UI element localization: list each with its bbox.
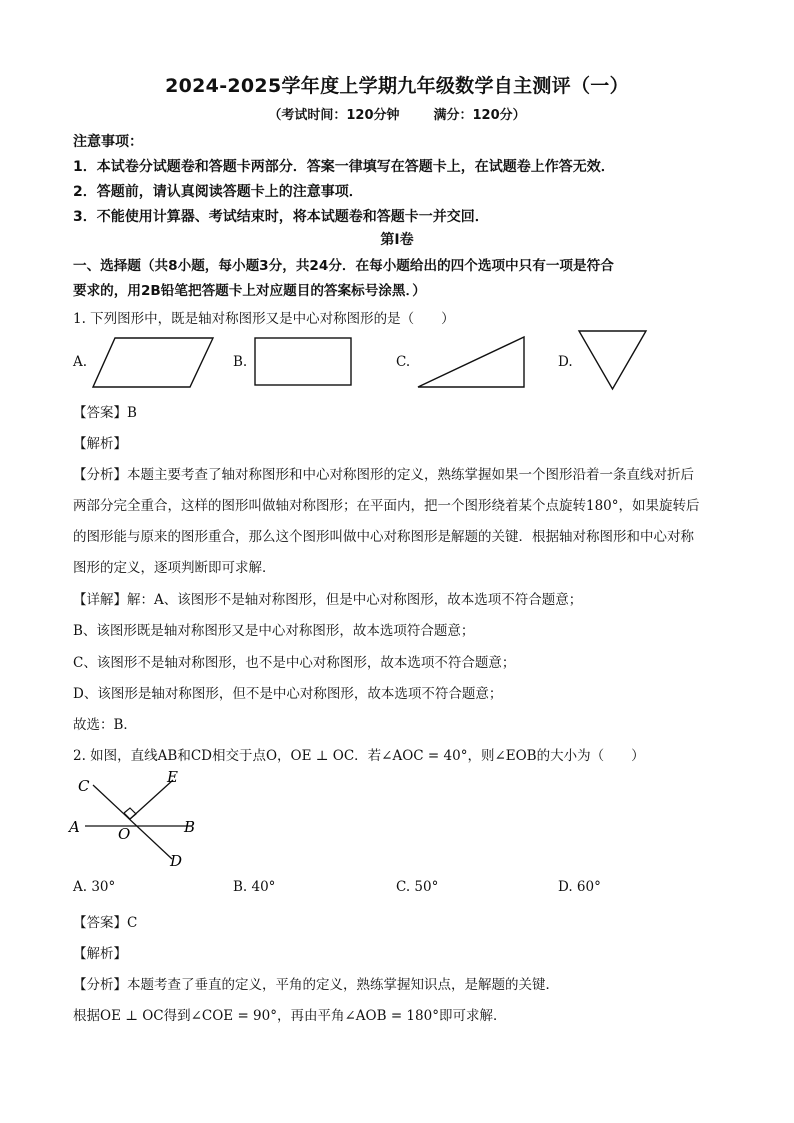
q1-option-a-label: A. <box>73 354 88 370</box>
q1-stem: 1. 下列图形中，既是轴对称图形又是中心对称图形的是（ ） <box>73 311 455 327</box>
q2-option-c: C. 50° <box>396 879 439 895</box>
note-item-1: 1．本试卷分试题卷和答题卡两部分．答案一律填写在答题卡上，在试题卷上作答无效． <box>73 159 615 175</box>
q1-right-triangle-figure <box>415 335 527 389</box>
full-score: 满分：120分） <box>433 108 526 123</box>
q2-analysis-label: 【解析】 <box>73 946 127 962</box>
section-heading-line1: 一、选择题（共8小题，每小题3分，共24分．在每小题给出的四个选项中只有一项是符合 <box>73 258 614 274</box>
q1-analysis-line1: 【分析】本题主要考查了轴对称图形和中心对称图形的定义，熟练掌握如果一个图形沿着一条直线对折后 <box>73 467 694 483</box>
q1-answer: 【答案】B <box>73 405 137 421</box>
note-item-2: 2．答题前，请认真阅读答题卡上的注意事项． <box>73 184 363 200</box>
q1-parallelogram-figure <box>90 337 216 389</box>
q1-detail-line2: B、该图形既是轴对称图形又是中心对称图形，故本选项符合题意； <box>73 623 475 639</box>
inverted-triangle-shape <box>579 331 646 389</box>
q2-option-a: A. 30° <box>73 879 116 895</box>
q2-intersecting-lines-figure <box>66 765 206 873</box>
q1-detail-line1: 【详解】解：A、该图形不是轴对称图形，但是中心对称图形，故本选项不符合题意； <box>73 592 583 608</box>
q1-option-c-label: C. <box>396 354 411 370</box>
q1-rectangle-figure <box>254 337 354 387</box>
label-e: E <box>167 768 178 786</box>
q1-detail-line3: C、该图形不是轴对称图形，也不是中心对称图形，故本选项不符合题意； <box>73 655 516 671</box>
q2-option-b: B. 40° <box>233 879 276 895</box>
volume-label: 第Ⅰ卷 <box>380 232 414 248</box>
right-triangle-shape <box>418 337 524 387</box>
parallelogram-shape <box>93 338 213 387</box>
q1-inverted-triangle-figure <box>577 329 649 392</box>
q1-detail-line5: 故选：B． <box>73 717 137 733</box>
q1-option-b-label: B. <box>233 354 248 370</box>
note-item-3: 3．不能使用计算器、考试结束时，将本试题卷和答题卡一并交回． <box>73 209 489 225</box>
right-angle-mark <box>124 808 136 819</box>
q2-stem: 2. 如图，直线AB和CD相交于点O，OE ⊥ OC．若∠AOC = 40°，则∠EOB的大小为（ ） <box>73 748 645 764</box>
section-heading-line2: 要求的，用2B铅笔把答题卡上对应题目的答案标号涂黑．） <box>73 283 426 299</box>
label-c: C <box>78 777 90 795</box>
exam-time: （考试时间：120分钟 <box>268 108 400 123</box>
q1-analysis-line3: 的图形能与原来的图形重合，那么这个图形叫做中心对称图形是解题的关键．根据轴对称图形和中心对称 <box>73 529 694 545</box>
q2-option-d: D. 60° <box>558 879 601 895</box>
label-o: O <box>118 825 131 843</box>
q1-analysis-line4: 图形的定义，逐项判断即可求解． <box>73 560 276 576</box>
q1-option-d-label: D. <box>558 354 573 370</box>
exam-title: 2024-2025学年度上学期九年级数学自主测评（一） <box>165 75 629 97</box>
q1-analysis-line2: 两部分完全重合，这样的图形叫做轴对称图形；在平面内，把一个图形绕着某个点旋转180°，如果旋转后 <box>73 498 700 514</box>
q2-analysis-line2: 根据OE ⊥ OC得到∠COE = 90°，再由平角∠AOB = 180°即可求解． <box>73 1008 507 1024</box>
q2-answer: 【答案】C <box>73 915 138 931</box>
label-a: A <box>69 818 80 836</box>
label-b: B <box>184 818 196 836</box>
q1-detail-line4: D、该图形是轴对称图形，但不是中心对称图形，故本选项不符合题意； <box>73 686 503 702</box>
q2-analysis-line1: 【分析】本题考查了垂直的定义，平角的定义，熟练掌握知识点，是解题的关键． <box>73 977 559 993</box>
q1-analysis-label: 【解析】 <box>73 436 127 452</box>
label-d: D <box>170 852 183 870</box>
line-cd <box>93 785 172 859</box>
exam-meta <box>0 104 794 123</box>
notes-heading: 注意事项： <box>73 134 143 150</box>
rectangle-shape <box>255 338 351 385</box>
